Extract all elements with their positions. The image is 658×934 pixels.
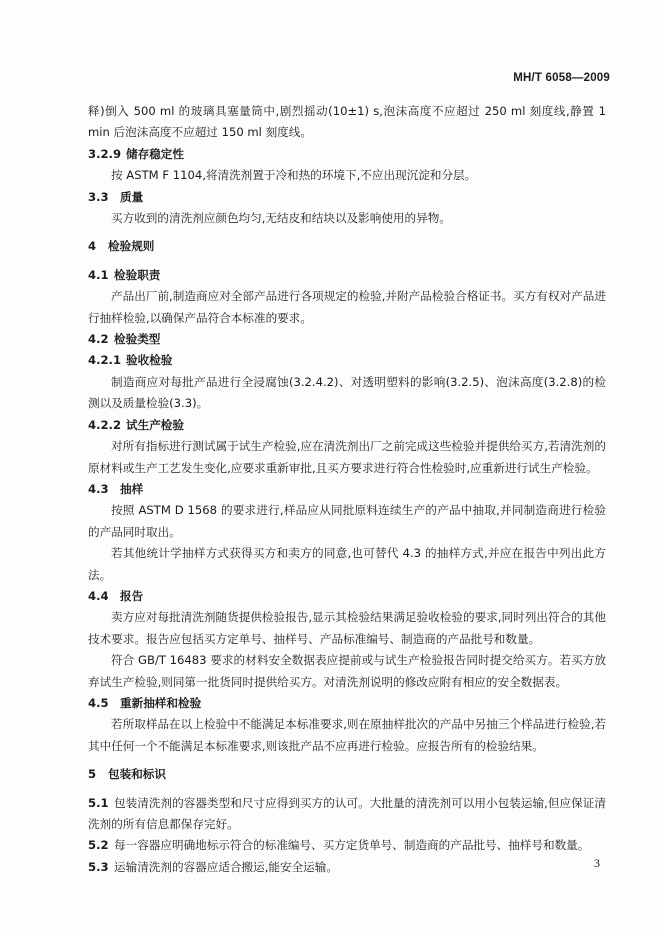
section-body: 包装清洗剂的容器类型和尺寸应得到买方的认可。大批量的清洗剂可以用小包装运输,但应保证清洗剂的所有信息都保存完好。 <box>88 795 606 831</box>
document-id-header: MH/T 6058—2009 <box>513 72 610 84</box>
section-number: 4.2.1 <box>88 353 122 368</box>
section-number: 4.5 <box>88 695 109 710</box>
section-4-1-text: 产品出厂前,制造商应对全部产品进行各项规定的检验,并附产品检验合格证书。买方有权对产品进行抽样检验,以确保产品符合本标准的要求。 <box>88 289 606 325</box>
section-4-heading <box>88 236 606 257</box>
section-title: 检验规则 <box>108 239 155 254</box>
section-title: 重新抽样和检验 <box>120 695 202 710</box>
section-number: 5.3 <box>88 859 109 874</box>
section-4-2-1-heading <box>88 350 606 371</box>
section-number: 4.2.2 <box>88 417 122 432</box>
section-title: 检验职责 <box>114 267 161 282</box>
section-title: 储存稳定性 <box>126 146 184 161</box>
section-4-4-text-1: 卖方应对每批清洗剂随货提供检验报告,显示其检验结果满足验收检验的要求,同时列出符合的其他技术要求。报告应包括买方定单号、抽样号、产品标准编号、制造商的产品批号和数量。 <box>88 610 606 646</box>
section-title: 试生产检验 <box>126 417 184 432</box>
section-4-3-text-1: 按照 ASTM D 1568 的要求进行,样品应从同批原料连续生产的产品中抽取,并同制造商进行检验的产品同时取出。 <box>88 503 606 539</box>
section-4-2-2-text: 对所有指标进行测试属于试生产检验,应在清洗剂出厂之前完成这些检验并提供给买方,若清洗剂的原材料或生产工艺发生变化,应要求重新审批,且买方要求进行符合性检验时,应重新进行试生产检验。 <box>88 439 606 475</box>
section-4-1-heading <box>88 265 606 286</box>
section-4-5-heading <box>88 693 606 714</box>
section-5-3-text <box>88 857 606 878</box>
section-4-5-text: 若所取样品在以上检验中不能满足本标准要求,则在原抽样批次的产品中另抽三个样品进行检验,若其中任何一个不能满足本标准要求,则该批产品不应再进行检验。应报告所有的检验结果。 <box>88 717 606 753</box>
section-4-3-heading <box>88 479 606 500</box>
section-3-3-text: 买方收到的清洗剂应颜色均匀,无结皮和结块以及影响使用的异物。 <box>111 211 451 226</box>
section-5-heading <box>88 764 606 785</box>
section-5-2-text <box>88 835 606 856</box>
document-body <box>88 101 606 878</box>
section-number: 3.3 <box>88 189 109 204</box>
section-title: 质量 <box>120 189 144 204</box>
section-body: 运输清洗剂的容器应适合搬运,能安全运输。 <box>114 859 338 874</box>
section-5-1-text <box>88 793 606 836</box>
section-number: 4.4 <box>88 588 109 603</box>
section-3-3-heading <box>88 187 606 208</box>
section-4-4-heading <box>88 586 606 607</box>
section-title: 检验类型 <box>114 332 161 347</box>
paragraph-continuation: 释)倒入 500 ml 的玻璃具塞量筒中,剧烈摇动(10±1) s,泡沫高度不应超过 250 ml 刻度线,静置 1 min 后泡沫高度不应超过 150 ml 刻度线。 <box>88 104 606 140</box>
section-title: 报告 <box>120 588 144 603</box>
section-title: 验收检验 <box>126 353 173 368</box>
section-title: 抽样 <box>120 481 144 496</box>
section-3-2-9-heading <box>88 144 606 165</box>
section-number: 3.2.9 <box>88 146 122 161</box>
page-number: 3 <box>594 856 600 870</box>
section-4-2-1-text: 制造商应对每批产品进行全浸腐蚀(3.2.4.2)、对透明塑料的影响(3.2.5)、泡沫高度(3.2.8)的检测以及质量检验(3.3)。 <box>88 374 606 411</box>
section-3-2-9-text: 按 ASTM F 1104,将清洗剂置于冷和热的环境下,不应出现沉淀和分层。 <box>111 168 477 183</box>
section-number: 5.1 <box>88 795 109 810</box>
section-number: 5 <box>88 767 97 782</box>
section-4-4-text-2: 符合 GB/T 16483 要求的材料安全数据表应提前或与试生产检验报告同时提交给买方。若买方放弃试生产检验,则同第一批货同时提供给买方。对清洗剂说明的修改应附有相应的安全数据表。 <box>88 653 606 689</box>
section-number: 4.2 <box>88 332 109 347</box>
section-number: 4 <box>88 239 97 254</box>
section-number: 4.1 <box>88 267 109 282</box>
section-number: 5.2 <box>88 838 109 853</box>
section-4-3-text-2: 若其他统计学抽样方式获得买方和卖方的同意,也可替代 4.3 的抽样方式,并应在报告中列出此方法。 <box>88 546 606 582</box>
section-number: 4.3 <box>88 481 109 496</box>
section-4-2-heading <box>88 329 606 350</box>
section-body: 每一容器应明确地标示符合的标准编号、买方定货单号、制造商的产品批号、抽样号和数量。 <box>114 838 590 853</box>
section-4-2-2-heading <box>88 415 606 436</box>
section-title: 包装和标识 <box>108 767 166 782</box>
